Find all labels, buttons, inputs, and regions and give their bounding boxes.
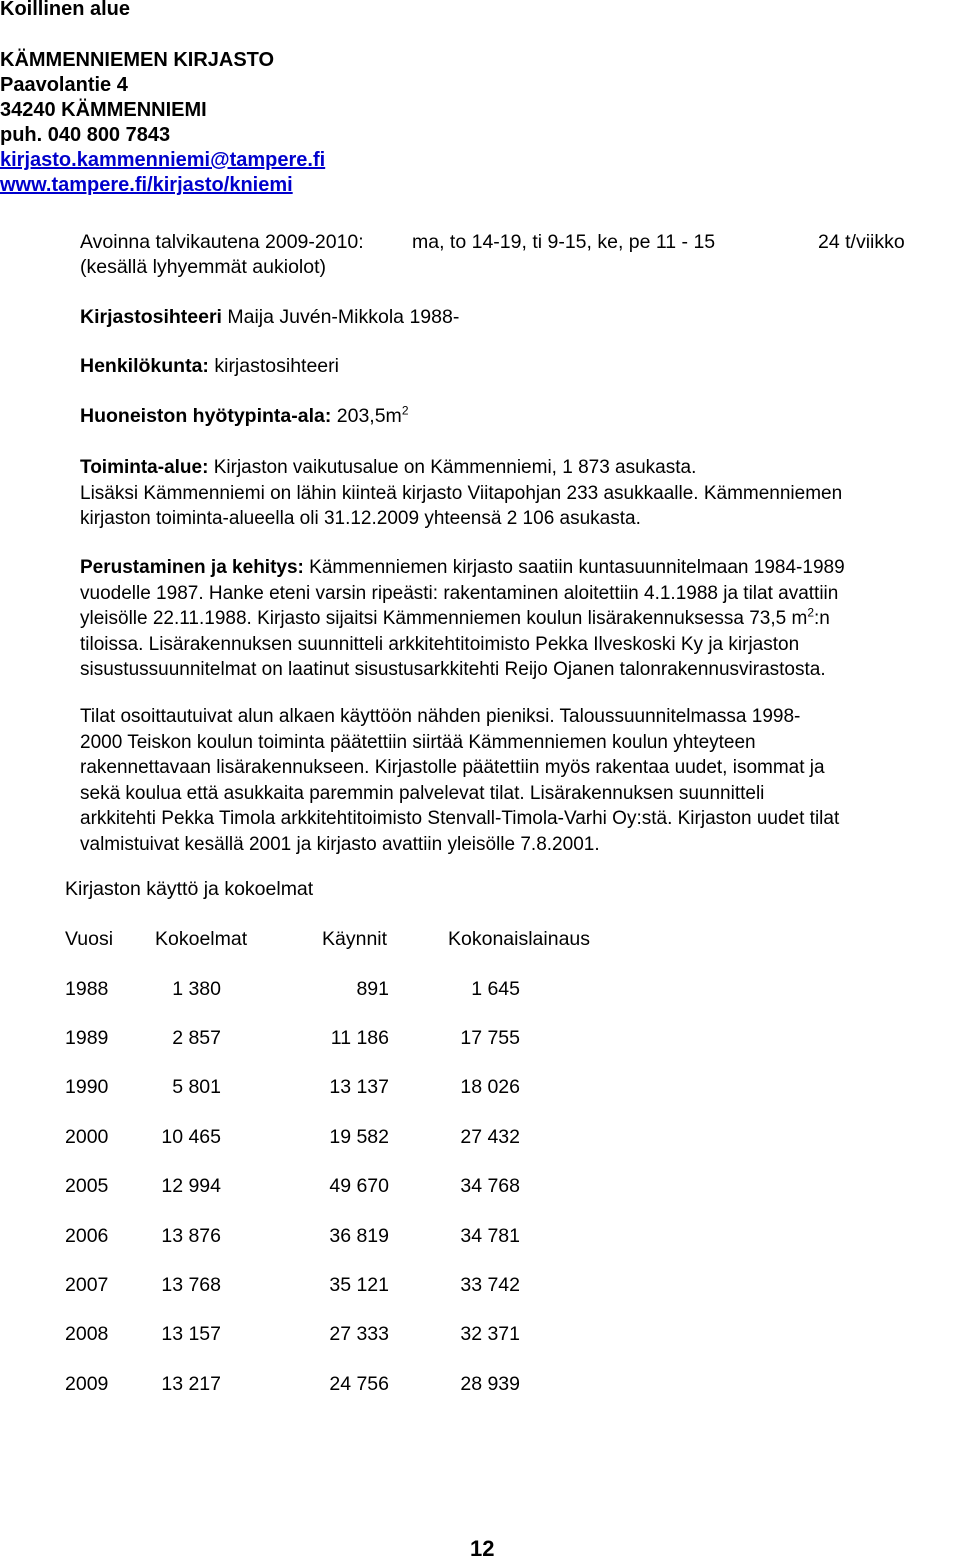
service-area-line-1 — [80, 455, 960, 481]
library-name: KÄMMENNIEMEN KIRJASTO — [0, 49, 275, 71]
floor-area-label: Huoneiston hyötypinta-ala: — [80, 405, 332, 427]
cell-visits: 27 333 — [329, 1323, 389, 1346]
service-area-label: Toiminta-alue: — [80, 457, 209, 478]
cell-loans: 28 939 — [460, 1372, 520, 1395]
founding-sup: 2 — [807, 605, 814, 620]
cell-collections: 13 157 — [161, 1323, 221, 1346]
cell-year: 2009 — [65, 1372, 109, 1395]
usage-title: Kirjaston käyttö ja kokoelmat — [65, 878, 314, 900]
premises-paragraph — [80, 704, 960, 857]
cell-visits: 49 670 — [329, 1175, 389, 1198]
staff-line — [80, 354, 339, 379]
website-link[interactable]: www.tampere.fi/kirjasto/kniemi — [0, 174, 293, 196]
cell-visits: 35 121 — [329, 1273, 389, 1296]
founding-label: Perustaminen ja kehitys: — [80, 557, 304, 578]
table-row — [65, 1372, 585, 1396]
founding-line-4: tiloissa. Lisärakennuksen suunnitteli arkkitehtitoimisto Pekka Ilveskoski Ky ja kirjaston — [80, 633, 800, 655]
cell-collections: 13 217 — [161, 1372, 221, 1395]
founding-text-3b: :n — [814, 608, 830, 629]
cell-collections: 12 994 — [161, 1175, 221, 1198]
table-row — [65, 977, 585, 1001]
table-row — [65, 1224, 585, 1248]
postal-address: 34240 KÄMMENNIEMI — [0, 99, 207, 121]
floor-area-line — [80, 404, 409, 429]
premises-line-1: Tilat osoittautuivat alun alkaen käyttöön nähden pieniksi. Taloussuunnitelmassa 1998- — [80, 706, 801, 727]
founding-line-1 — [80, 555, 960, 581]
service-area-line-2: Lisäksi Kämmenniemi on lähin kiinteä kirjasto Viitapohjan 233 asukkaalle. Kämmenniemen — [80, 482, 843, 504]
cell-visits: 11 186 — [330, 1026, 389, 1049]
cell-year: 2006 — [65, 1224, 109, 1247]
cell-visits: 13 137 — [329, 1076, 389, 1099]
hours-times: ma, to 14-19, ti 9-15, ke, pe 11 - 15 — [412, 231, 716, 253]
hours-label: Avoinna talvikautena 2009-2010: — [80, 231, 364, 253]
street-address: Paavolantie 4 — [0, 74, 128, 96]
table-row — [65, 1026, 585, 1050]
table-header-collections: Kokoelmat — [155, 928, 248, 950]
hours-weekly: 24 t/viikko — [818, 231, 905, 253]
cell-loans: 34 768 — [460, 1175, 520, 1198]
premises-line-5: arkkitehti Pekka Timola arkkitehtitoimisto Stenvall-Timola-Varhi Oy:stä. Kirjaston uudet tilat — [80, 808, 840, 829]
premises-line-2: 2000 Teiskon koulun toiminta päätettiin siirtää Kämmenniemen koulun yhteyteen — [80, 731, 756, 753]
service-area-paragraph — [80, 455, 960, 532]
cell-loans: 18 026 — [460, 1076, 520, 1099]
cell-year: 2008 — [65, 1323, 109, 1346]
librarian-line — [80, 305, 459, 330]
founding-text-3a: yleisölle 22.11.1988. Kirjasto sijaitsi Kämmenniemen koulun lisärakennuksessa 73,5 m — [80, 608, 808, 629]
founding-line-5: sisustussuunnitelmat on laatinut sisustusarkkitehti Reijo Ojanen talonrakennusvirastosta. — [80, 659, 826, 680]
phone-number: puh. 040 800 7843 — [0, 124, 171, 146]
table-row — [65, 1273, 585, 1297]
cell-collections: 1 380 — [172, 977, 221, 1000]
table-row — [65, 1174, 585, 1198]
cell-loans: 32 371 — [460, 1323, 520, 1346]
cell-year: 1990 — [65, 1076, 109, 1099]
hours-note: (kesällä lyhyemmät aukiolot) — [80, 256, 327, 278]
founding-paragraph — [80, 555, 960, 683]
founding-line-2: vuodelle 1987. Hanke eteni varsin ripeästi: rakentaminen aloitettiin 4.1.1988 ja tilat avattiin — [80, 582, 839, 604]
table-header-loans: Kokonaislainaus — [448, 928, 591, 950]
premises-line-6: valmistuivat kesällä 2001 ja kirjasto avattiin yleisölle 7.8.2001. — [80, 833, 600, 855]
cell-loans: 33 742 — [460, 1273, 520, 1296]
service-area-line-3: kirjaston toiminta-alueella oli 31.12.2009 yhteensä 2 106 asukasta. — [80, 508, 641, 529]
service-area-text-1: Kirjaston vaikutusalue on Kämmenniemi, 1 873 asukasta. — [208, 457, 697, 478]
cell-visits: 19 582 — [329, 1125, 389, 1148]
floor-area-sup: 2 — [401, 403, 409, 418]
table-row — [65, 1125, 585, 1149]
cell-loans: 17 755 — [460, 1026, 520, 1049]
premises-line-3: rakennettavaan lisärakennukseen. Kirjastolle päätettiin myös rakentaa uudet, isommat ja — [80, 757, 825, 778]
usage-table — [65, 927, 591, 1397]
staff-value: kirjastosihteeri — [208, 355, 339, 377]
cell-year: 1989 — [65, 1026, 109, 1049]
table-header-year: Vuosi — [65, 928, 114, 950]
cell-loans: 34 781 — [460, 1224, 520, 1247]
cell-year: 1988 — [65, 977, 109, 1000]
premises-line-4: sekä koulua että asukkaita paremmin palvelevat tilat. Lisärakennuksen suunnitteli — [80, 782, 765, 804]
cell-visits: 36 819 — [329, 1224, 389, 1247]
cell-loans: 1 645 — [471, 977, 520, 1000]
cell-loans: 27 432 — [460, 1125, 520, 1148]
librarian-label: Kirjastosihteeri — [80, 306, 222, 328]
table-header-visits: Käynnit — [322, 928, 388, 950]
cell-collections: 10 465 — [161, 1125, 221, 1148]
cell-collections: 5 801 — [172, 1076, 221, 1099]
email-link[interactable]: kirjasto.kammenniemi@tampere.fi — [0, 149, 326, 171]
region-heading: Koillinen alue — [0, 0, 131, 20]
cell-year: 2000 — [65, 1125, 109, 1148]
cell-year: 2005 — [65, 1175, 109, 1198]
founding-line-3 — [80, 606, 960, 632]
table-row — [65, 1075, 585, 1099]
cell-year: 2007 — [65, 1273, 109, 1296]
staff-label: Henkilökunta: — [80, 355, 209, 377]
floor-area-value: 203,5m — [331, 405, 402, 427]
cell-visits: 24 756 — [329, 1372, 389, 1395]
cell-collections: 13 768 — [161, 1273, 221, 1296]
founding-text-1: Kämmenniemen kirjasto saatiin kuntasuunnitelmaan 1984-1989 — [303, 557, 845, 578]
page-number: 12 — [470, 1536, 495, 1561]
cell-collections: 13 876 — [161, 1224, 221, 1247]
cell-collections: 2 857 — [172, 1026, 221, 1049]
cell-visits: 891 — [356, 977, 389, 1000]
table-row — [65, 1322, 585, 1346]
librarian-value: Maija Juvén-Mikkola 1988- — [221, 306, 460, 328]
